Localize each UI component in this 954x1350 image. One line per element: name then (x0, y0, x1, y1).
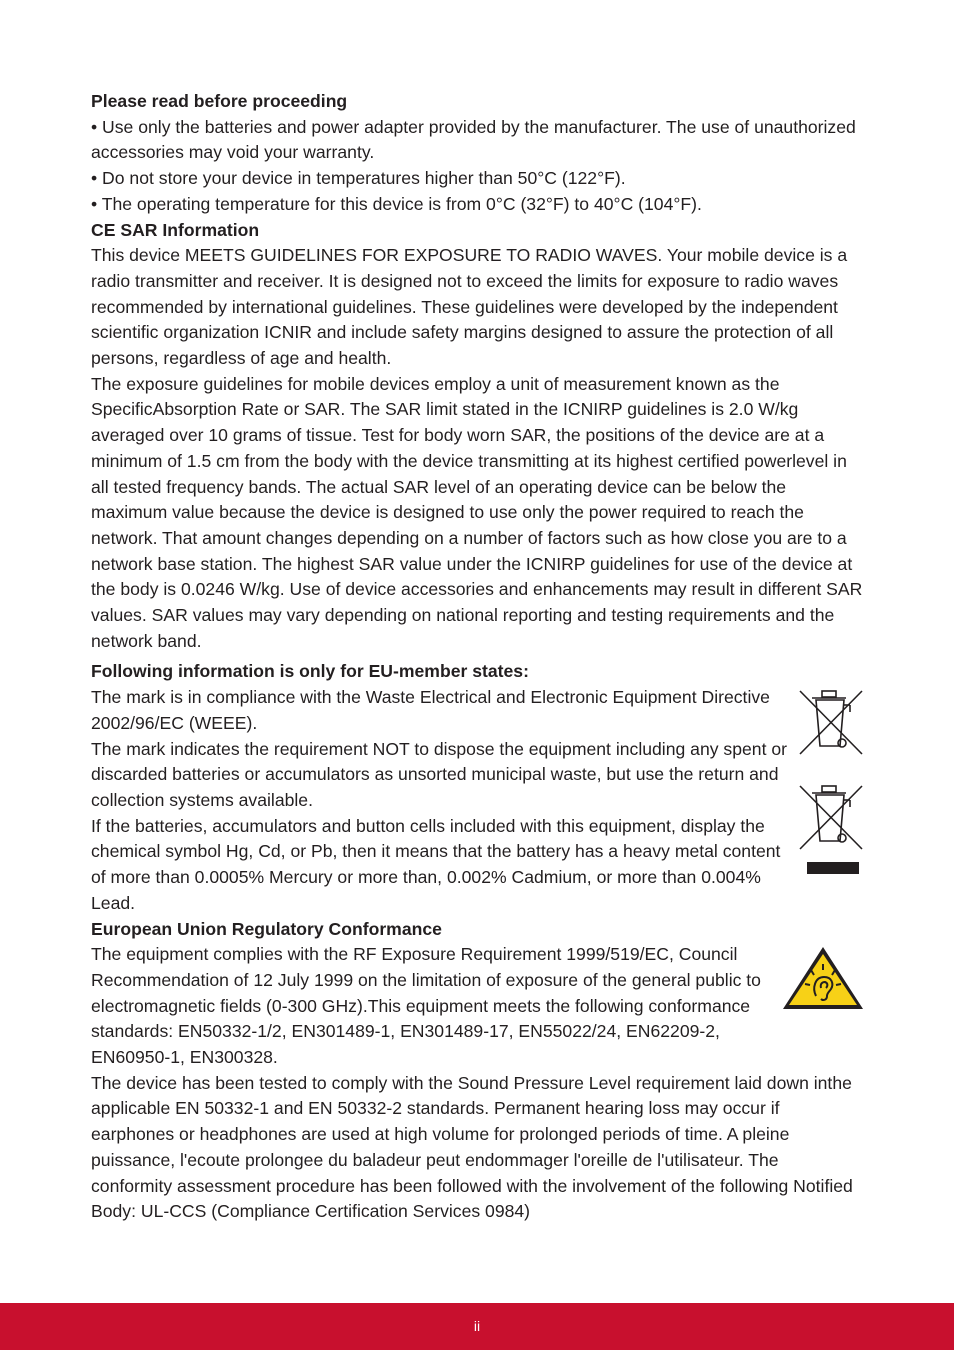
section-title-sar: CE SAR Information (91, 219, 260, 240)
section-title-regulatory: European Union Regulatory Conformance (91, 918, 442, 939)
section-title-eu: Following information is only for EU-member states: (91, 661, 529, 682)
page-footer (0, 1303, 954, 1350)
document-body (91, 89, 863, 1225)
weee-bin-battery-icon (797, 783, 865, 878)
hearing-warning-icon (780, 944, 866, 1012)
sar-paragraph: The exposure guidelines for mobile devices employ a unit of measurement known as the SpecificAbsorption Rate or SAR. The SAR limit stated in the ICNIRP guidelines is 2.0 W/kg averaged over 10 grams of tissue. Test for body worn SAR, the positions of the device are at a minimum of 1.5 cm from the body with the device transmitting at its highest certified powerlevel in all tested frequency bands. The actual SAR level of an operating device can be below the maximum value because the device is designed to use only the power required to reach the network. That amount changes depending on a number of factors such as how close you are to a network base station. The highest SAR value under the ICNIRP guidelines for use of the device at the body is 0.0246 W/kg. Use of device accessories and enhancements may result in different SAR values. SAR values may vary depending on national reporting and testing requirements and the network band. (91, 373, 863, 651)
regulatory-paragraph: The equipment complies with the RF Exposure Requirement 1999/519/EC, Council Recommendation of 12 July 1999 on the limitation of exposure of the general public to electromagnetic fields (0-300 GHz).This equipment meets the following conformance standards: EN50332-1/2, EN301489-1, EN301489-17, EN55022/24, EN62209-2, EN60950-1, EN300328. (91, 944, 761, 1068)
weee-bin-icon (797, 688, 865, 758)
page-number: ii (473, 1318, 481, 1334)
eu-paragraph: If the batteries, accumulators and button cells included with this equipment, display the chemical symbol Hg, Cd, or Pb, then it means that the battery has a heavy metal content of more than 0.0005% Mercury or more than, 0.002% Cadmium, or more than 0.004% Lead. (91, 815, 781, 913)
bullet-item: • Use only the batteries and power adapter provided by the manufacturer. The use of unauthorized accessories may void your warranty. (91, 116, 856, 163)
bullet-item: • The operating temperature for this device is from 0°C (32°F) to 40°C (104°F). (91, 193, 702, 214)
section-title-proceeding: Please read before proceeding (91, 91, 348, 111)
sar-paragraph: This device MEETS GUIDELINES FOR EXPOSURE TO RADIO WAVES. Your mobile device is a radio transmitter and receiver. It is designed not to exceed the limits for exposure to radio waves recommended by international guidelines. These guidelines were developed by the independent scientific organization ICNIR and include safety margins designed to assure the protection of all persons, regardless of age and health. (91, 245, 848, 369)
bullet-item: • Do not store your device in temperatures higher than 50°C (122°F). (91, 168, 626, 189)
regulatory-paragraph: The device has been tested to comply with the Sound Pressure Level requirement laid down inthe applicable EN 50332-1 and EN 50332-2 standards. Permanent hearing loss may occur if earphones or headphones are used at high volume for prolonged periods of time. A pleine puissance, l'ecoute prolongee du baladeur peut endommager l'oreille de l'utilisateur. The conformity assessment procedure has been followed with the involvement of the following Notified Body: UL-CCS (Compliance Certification Services 0984) (91, 1072, 853, 1222)
eu-paragraph: The mark is in compliance with the Waste Electrical and Electronic Equipment Directive 2002/96/EC (WEEE). (91, 687, 770, 733)
eu-paragraph: The mark indicates the requirement NOT to dispose the equipment including any spent or discarded batteries or accumulators as unsorted municipal waste, but use the return and collection systems available. (91, 738, 787, 810)
